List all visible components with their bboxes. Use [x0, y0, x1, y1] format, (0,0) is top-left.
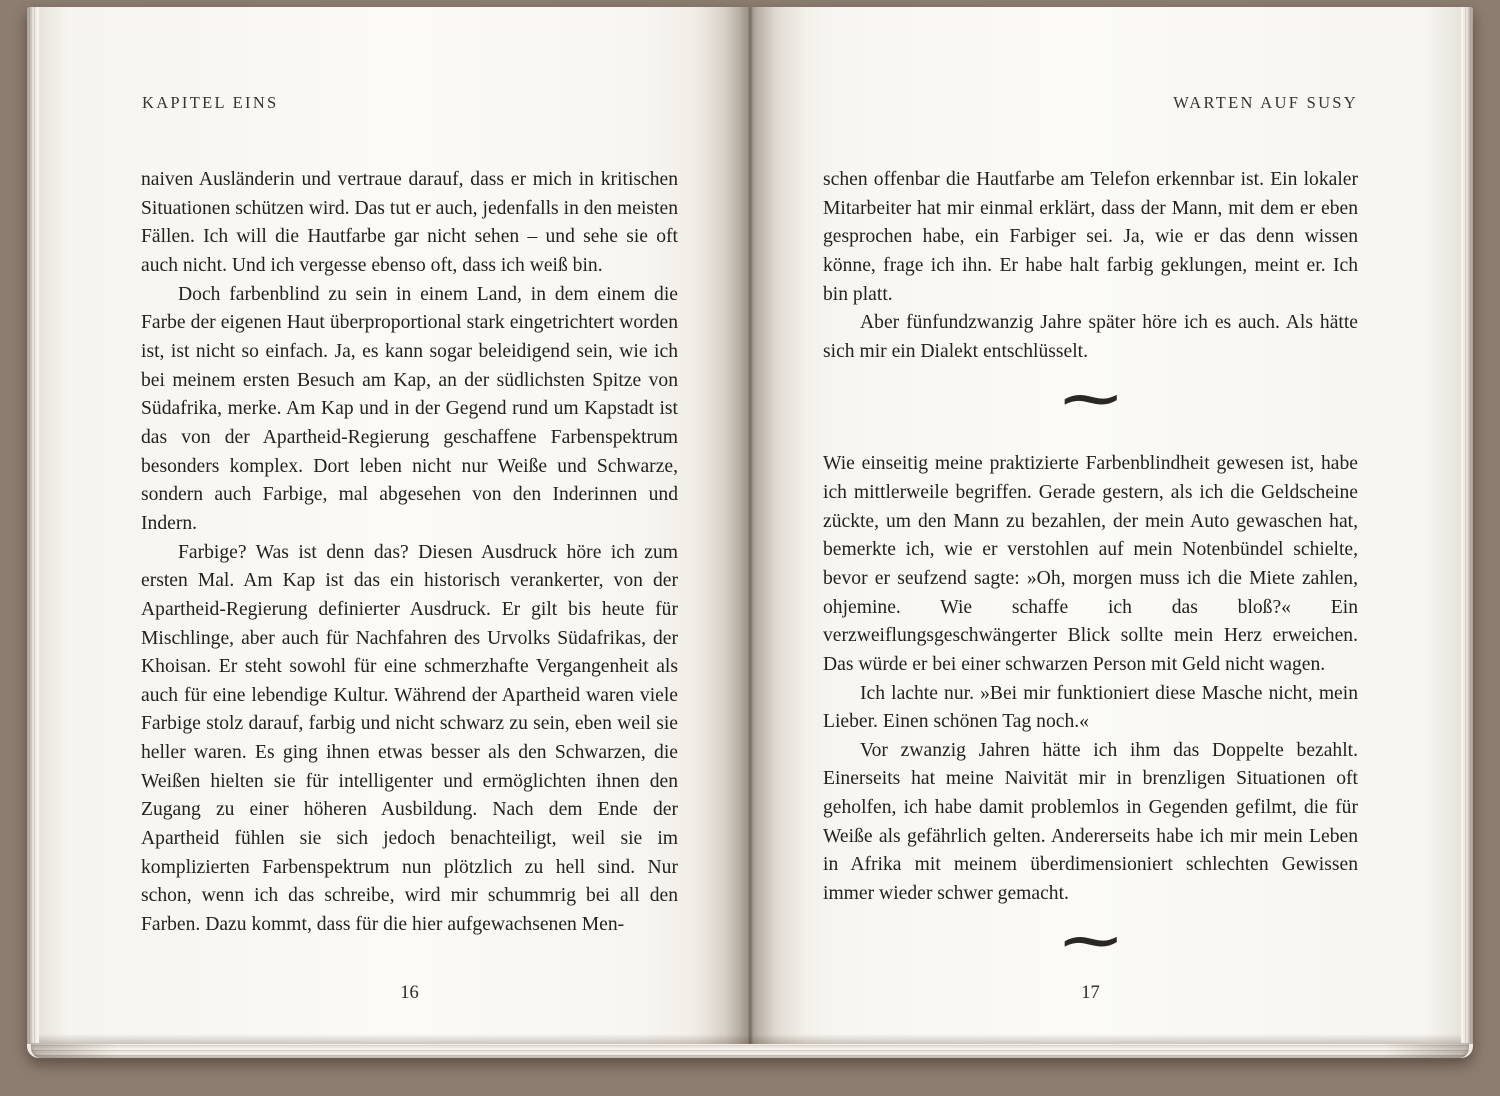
- section-break-ornament: [823, 367, 1358, 429]
- section-break-ornament: [823, 909, 1358, 971]
- paragraph: Wie einseitig meine praktizierte Farbenblindheit gewesen ist, habe ich mittlerweile begriffen. Gerade gestern, als ich die Geldscheine zückte, um den Mann zu bezahlen, der mein Auto gewaschen hat, bemerkte ich, wie er verstohlen auf mein Notenbündel schielte, bevor er seufzend sagte: »Oh, morgen muss ich die Miete zahlen, ohjemine. Wie schaffe ich das bloß?« Ein verzweiflungsgeschwängerter Blick sollte mein Herz erweichen. Das würde er bei einer schwarzen Person mit Geld nicht wagen.: [823, 453, 1358, 675]
- right-page-body: [823, 166, 1358, 992]
- tilde-swash-icon: ~: [1055, 909, 1126, 971]
- page-number-left: 16: [400, 983, 419, 1003]
- paragraph: Aber fünfundzwanzig Jahre später höre ich es auch. Als hätte sich mir ein Dialekt entschlüsselt.: [823, 312, 1358, 362]
- page-number-right: 17: [1081, 983, 1100, 1003]
- running-header-chapter: KAPITEL EINS: [142, 93, 279, 112]
- running-header-title: WARTEN AUF SUSY: [1173, 93, 1358, 112]
- tilde-swash-icon: ~: [1055, 367, 1126, 429]
- left-page-body: [141, 166, 678, 940]
- paragraph: naiven Ausländerin und vertraue darauf, dass er mich in kritischen Situationen schützen wird. Das tut er auch, jedenfalls in den meisten Fällen. Ich will die Hautfarbe gar nicht sehen – und sehe sie oft auch nicht. Und ich vergesse ebenso oft, dass ich weiß bin.: [141, 169, 678, 276]
- paragraph: Doch farbenblind zu sein in einem Land, in dem einem die Farbe der eigenen Haut überproportional stark eingetrichtert worden ist, ist nicht so einfach. Ja, es kann sogar beleidigend sein, wie ich bei meinem ersten Besuch am Kap, an der südlichsten Spitze von Südafrika, merke. Am Kap und in der Gegend rund um Kapstadt ist das von der Apartheid-Regierung geschaffene Farbenspektrum besonders komplex. Dort leben nicht nur Weiße und Schwarze, sondern auch Farbige, mal abgesehen von den Inderinnen und Indern.: [141, 283, 678, 534]
- paragraph: Ich lachte nur. »Bei mir funktioniert diese Masche nicht, mein Lieber. Einen schönen Tag noch.«: [823, 682, 1358, 733]
- paragraph: schen offenbar die Hautfarbe am Telefon erkennbar ist. Ein lokaler Mitarbeiter hat mir einmal erklärt, dass der Mann, mit dem er eben gesprochen habe, ein Farbiger sei. Ja, wie er das denn wissen könne, frage ich ihn. Er habe halt farbig geklungen, meint er. Ich bin platt.: [823, 169, 1358, 305]
- paragraph: Vor zwanzig Jahren hätte ich ihm das Doppelte bezahlt. Einerseits hat meine Naivität mir in brenzligen Situationen oft geholfen, ich habe damit problemlos in Gegenden gefilmt, die für Weiße als gefährlich gelten. Andererseits habe ich mir mein Leben in Afrika mit meinem überdimensioniert schlechten Gewissen immer wieder schwer gemacht.: [823, 739, 1358, 905]
- paragraph: Farbige? Was ist denn das? Diesen Ausdruck höre ich zum ersten Mal. Am Kap ist das ein historisch verankerter, von der Apartheid-Regierung definierter Ausdruck. Er gilt bis heute für Mischlinge, aber auch für Nachfahren des Urvolks Südafrikas, der Khoisan. Er steht sowohl für eine schmerzhafte Vergangenheit als auch für eine lebendige Kultur. Während der Apartheid waren viele Farbige stolz darauf, farbig und nicht schwarz zu sein, eben weil sie heller waren. Es ging ihnen etwas besser als den Schwarzen, die Weißen hielten sie für intelligenter und ermöglichten ihnen den Zugang zu einer höheren Ausbildung. Nach dem Ende der Apartheid fühlen sie sich jedoch benachteiligt, weil sie im komplizierten Farbenspektrum nun plötzlich zu hell sind. Nur schon, wenn ich das schreibe, wird mir schummrig bei all den Farben. Dazu kommt, dass für die hier aufgewachsenen Men-: [141, 541, 678, 936]
